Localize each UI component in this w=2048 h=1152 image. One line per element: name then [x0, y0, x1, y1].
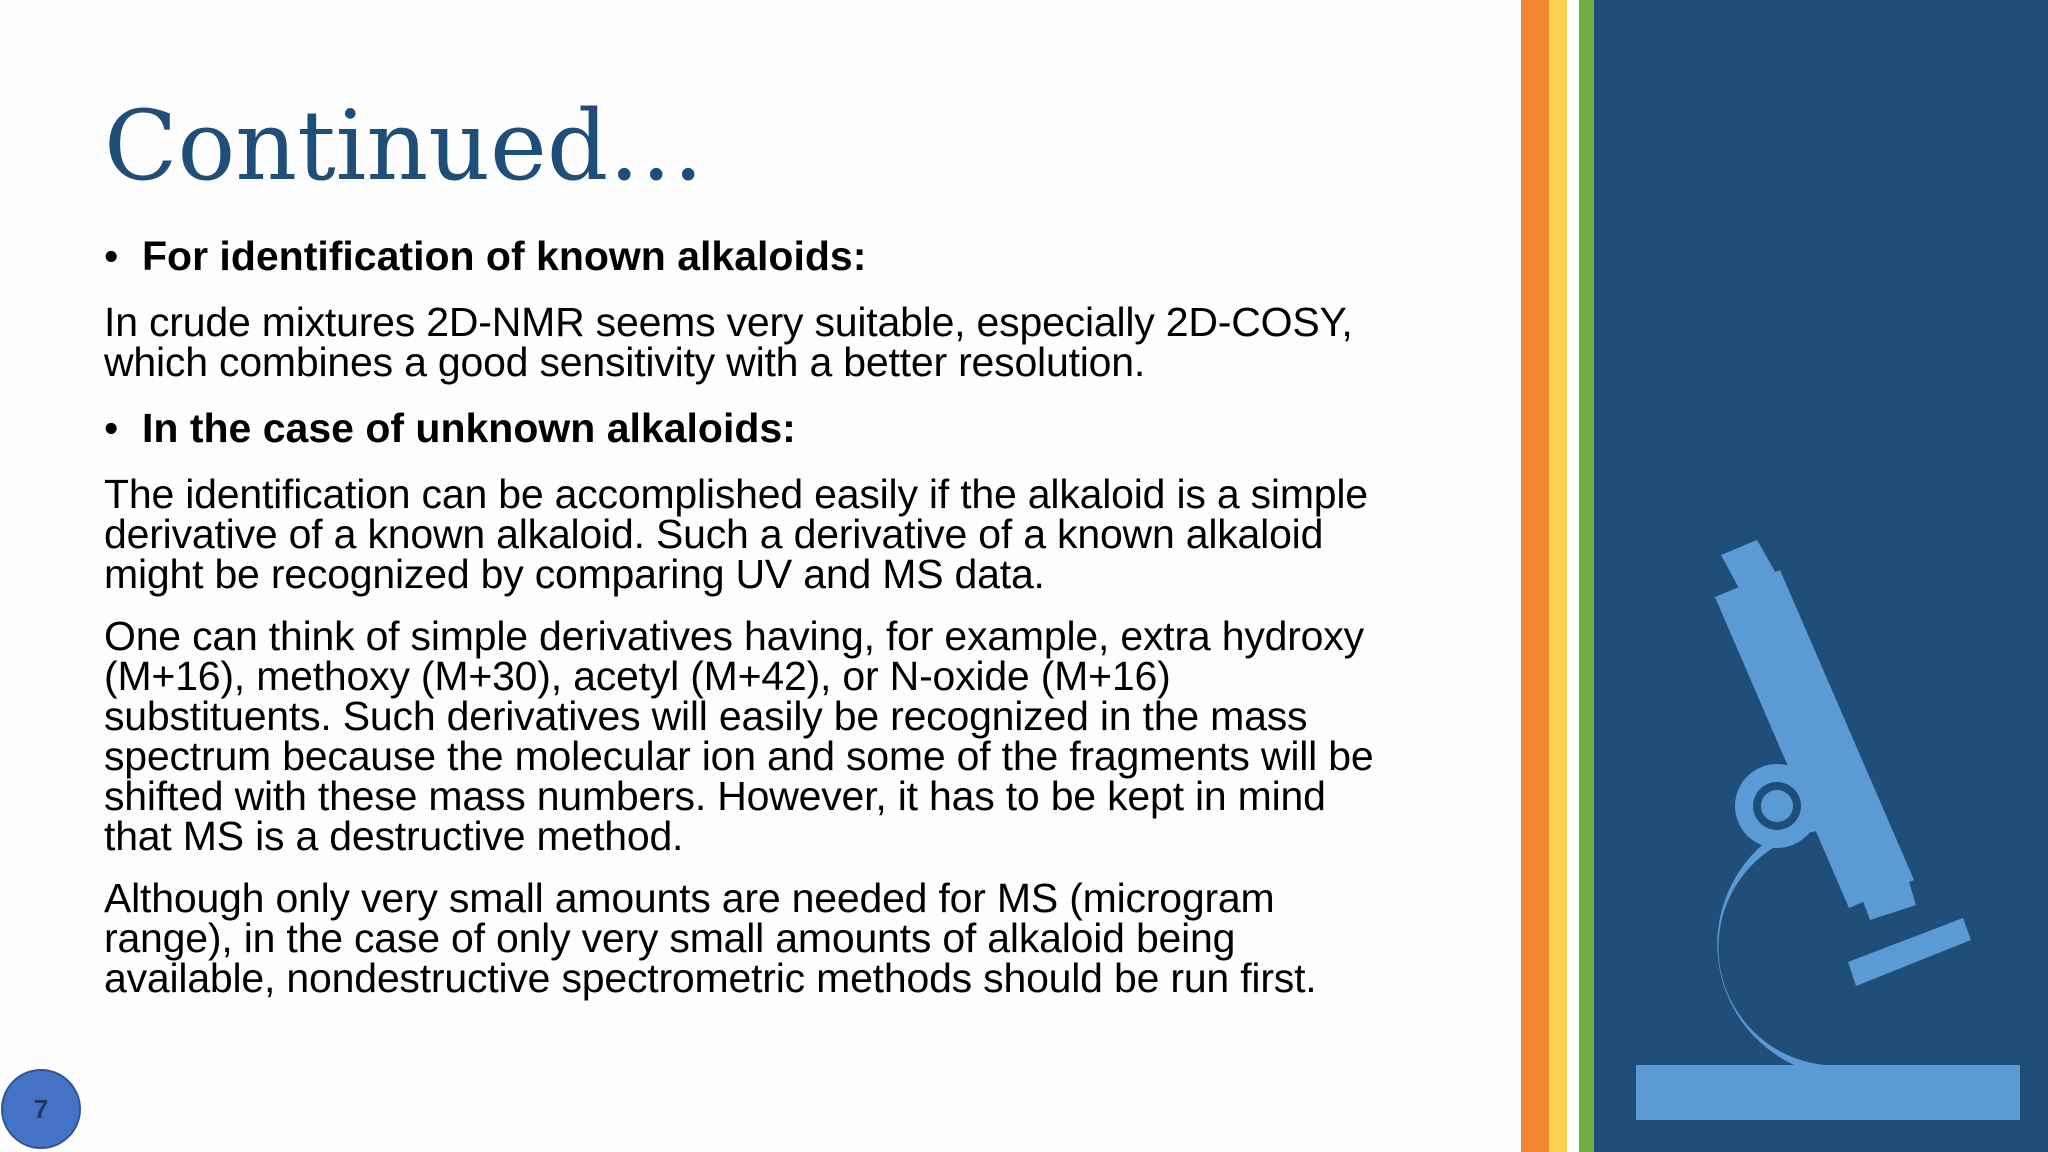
decorative-side-panel [1594, 0, 2048, 1152]
bullet-text: In the case of unknown alkaloids: [142, 405, 796, 451]
text-line: Although only very small amounts are needed for MS (microgram [104, 875, 1275, 921]
text-line: shifted with these mass numbers. However, it has to be kept in mind [104, 773, 1326, 819]
bullet-unknown-alkaloids [104, 404, 1524, 452]
bullet-text: For identification of known alkaloids: [142, 233, 867, 279]
text-line: The identification can be accomplished easily if the alkaloid is a simple [104, 471, 1368, 517]
bullet-known-alkaloids [104, 232, 1524, 280]
text-line: range), in the case of only very small amounts of alkaloid being [104, 915, 1236, 961]
paragraph-known-alkaloids [104, 299, 1524, 385]
paragraph-identification [104, 471, 1524, 597]
white-stripe [1567, 0, 1579, 1152]
slide-body [104, 232, 1524, 1020]
text-line: substituents. Such derivatives will easily be recognized in the mass [104, 693, 1308, 739]
green-stripe [1579, 0, 1594, 1152]
text-line: that MS is a destructive method. [104, 813, 684, 859]
paragraph-derivatives [104, 613, 1524, 859]
text-line: (M+16), methoxy (M+30), acetyl (M+42), or N-oxide (M+16) [104, 653, 1171, 699]
text-line: which combines a good sensitivity with a better resolution. [104, 339, 1146, 385]
text-line: might be recognized by comparing UV and MS data. [104, 551, 1045, 597]
text-line: available, nondestructive spectrometric methods should be run first. [104, 955, 1317, 1001]
yellow-stripe [1549, 0, 1567, 1152]
text-line: In crude mixtures 2D-NMR seems very suitable, especially 2D-COSY, [104, 299, 1353, 345]
microscope-icon [1594, 0, 2048, 1152]
text-line: spectrum because the molecular ion and some of the fragments will be [104, 733, 1374, 779]
slide-title: Continued… [104, 90, 705, 202]
bullet-dot: • [104, 405, 119, 451]
text-line: One can think of simple derivatives having, for example, extra hydroxy [104, 613, 1364, 659]
bullet-dot: • [104, 233, 119, 279]
orange-stripe [1521, 0, 1549, 1152]
text-line: derivative of a known alkaloid. Such a derivative of a known alkaloid [104, 511, 1324, 557]
page-number-badge: 7 [1, 1069, 81, 1149]
paragraph-nondestructive [104, 875, 1524, 1001]
